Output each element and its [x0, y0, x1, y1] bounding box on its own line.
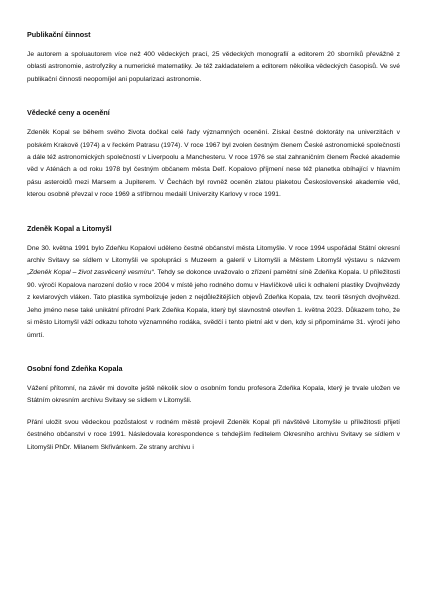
- paragraph: [27, 243, 400, 342]
- section-heading: Zdeněk Kopal a Litomyšl: [27, 223, 112, 233]
- section-heading: Vědecké ceny a ocenění: [27, 108, 110, 118]
- section-heading: Osobní fond Zdeňka Kopala: [27, 363, 123, 373]
- paragraph: Je autorem a spoluautorem více než 400 vědeckých prací, 25 vědeckých monografií a editorem 20 sborníků převážně z oblasti astronomie, astrofyziky a numerické matematiky. Je též zakladatelem a editorem několika vědeckých časopisů. Ve své publikační činnosti neopomíjel ani popularizaci astronomie.: [27, 51, 400, 83]
- section-heading: Publikační činnost: [27, 30, 91, 39]
- paragraph: Zdeněk Kopal se během svého života dočkal celé řady významných ocenění. Získal čestné doktoráty na univerzitách v polském Krakově (1974) a v řeckém Patrasu (1974). V roce 1967 byl zvolen čestným členem České astronomické společnosti a dále též astronomických společností v Liverpoolu a Manchesteru. V roce 1976 se stal zahraničním členem Řecké akademie věd v Aténách a od roku 1978 byl čestným občanem města Delf. Kopalovo příjmení nese též planetka obíhající v hlavním pásu asteroidů mezi Marsem a Jupiterem. V Čechách byl rovněž oceněn zlatou plaketou Československé akademie věd, kterou osobně převzal v roce 1969 a stříbrnou medailí Univerzity Karlovy v roce 1991.: [27, 129, 400, 199]
- paragraph-text: Dne 30. května 1991 bylo Zdeňku Kopalovi uděleno čestné občanství města Litomyšle. V roce 1994 uspořádal Státní okresní archiv Svitavy se sídlem v Litomyšli ve spolupráci s Muzeem a galerií v Litomyšli a Městem Litomyšl výstavu s názvem: [27, 244, 400, 265]
- section-litomysl: [27, 224, 400, 342]
- exhibition-title: „Zdeněk Kopal – život zasvěcený vesmíru“: [27, 269, 154, 277]
- section-personal-fond: [27, 364, 400, 454]
- section-publications: [27, 30, 400, 86]
- paragraph: Přání uložit svou vědeckou pozůstalost v rodném městě projevil Zdeněk Kopal při návštěvě Litomyšle u příležitosti přijetí čestného občanství v roce 1991. Následovala korespondence s tehdejším ředitelem Okresního archivu Svitavy se sídlem v Litomyšli PhDr. Milanem Skřivánkem. Ze strany archivu i: [27, 418, 400, 451]
- section-awards: [27, 108, 400, 201]
- paragraph: Vážení přítomní, na závěr mi dovolte ještě několik slov o osobním fondu profesora Zdeňka Kopala, který je trvale uložen ve Státním okresním archivu Svitavy se sídlem v Litomyšli.: [27, 384, 400, 405]
- document-body: [27, 30, 400, 454]
- paragraph-text: . Tehdy se dokonce uvažovalo o zřízení pamětní síně Zdeňka Kopala. U příležitosti 90. výročí Kopalova narození došlo v roce 2004 v místě jeho rodného domu v Havlíčkově ulici k odhalení plastiky Dvojhvězdy z kevlarových vláken. Tato plastika symbolizuje jeden z nejdůležitějších objevů Zdeňka Kopala, tzv. teorii těsných dvojhvězd. Jeho jméno nese také unikátní přírodní Park Zdeňka Kopala, který byl slavnostně otevřen 1. května 2023. Důkazem toho, že si město Litomyšl váží odkazu tohoto významného rodáka, svědčí i tento pietní akt v den, kdy si připomínáme 31. výročí jeho úmrtí.: [27, 269, 400, 339]
